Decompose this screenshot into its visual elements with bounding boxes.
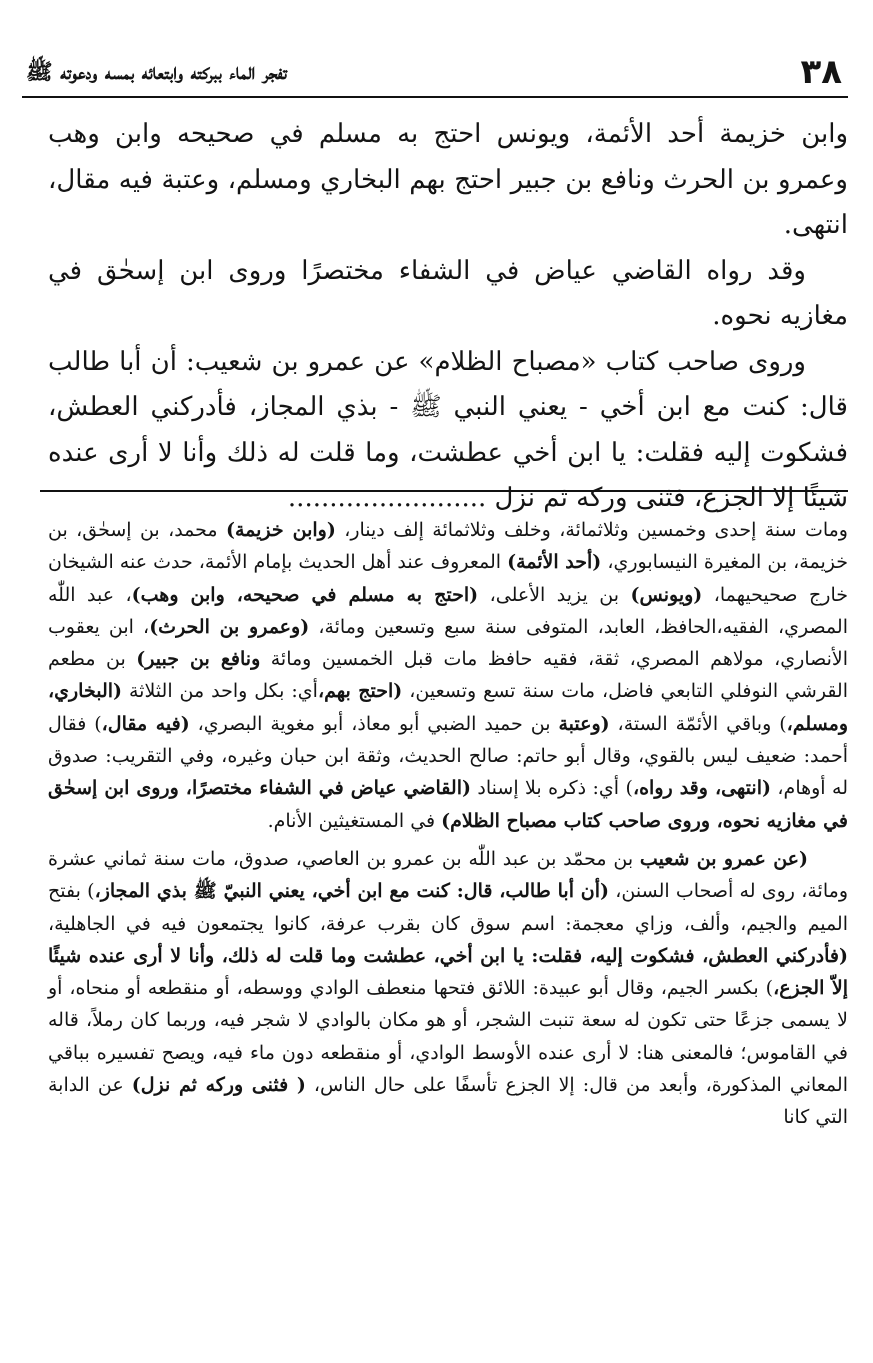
bold-quote: (البخاري، ومسلم، [48, 680, 849, 735]
commentary-text: ) وباقي الأئمّة الستة، [609, 712, 787, 735]
commentary-text: بن مطعم القرشي النوفلي التابعي فاضل، مات سنة تسع وتسعين، [48, 648, 848, 703]
footnote-divider [40, 490, 848, 492]
bold-quote: (القاضي عياض في الشفاء مختصرًا، وروى ابن إسحٰق في مغازيه نحوه، وروى صاحب كتاب مصباح الظلام) [48, 777, 848, 832]
commentary-paragraph-1 [48, 514, 848, 837]
bold-quote: (وابن خزيمة) [225, 519, 336, 541]
commentary-text: ، عبد اللّٰه المصري، الفقيه،الحافظ، العابد، المتوفى سنة سبع وتسعين ومائة، [48, 583, 848, 638]
main-paragraph-3 [48, 340, 848, 522]
commentary-text: بن محمّد بن عبد اللّٰه بن عمرو بن العاصي، صدوق، مات سنة ثماني عشرة ومائة، روى له أصحاب السنن، [48, 847, 848, 903]
main-paragraph-1: وابن خزيمة أحد الأئمة، ويونس احتج به مسلم في صحيحه وابن وهب وعمرو بن الحرث ونافع بن جبير احتج بهم البخاري ومسلم، وعتبة فيه مقال، انتهى. [48, 119, 848, 240]
bold-quote: (أحد الأئمة) [507, 551, 602, 574]
commentary-text: ) بفتح الميم والجيم، وألف، وزاي معجمة: اسم سوق كان بقرب عرفة، كانوا يجتمعون فيه في الجاهلية، [48, 880, 848, 935]
bold-quote: (عن عمرو بن شعيب [639, 847, 808, 870]
running-title: تفجر الماء ببركته وابتعائه بمسه ودعوته ﷺ [26, 59, 287, 85]
commentary-text: ومات سنة إحدى وخمسين وثلاثمائة، وخلف وثلاثمائة إلف دينار، [335, 519, 848, 541]
commentary-text: بن يزيد الأعلى، [478, 583, 631, 606]
commentary-text: أي: بكل واحد من الثلاثة [122, 680, 318, 703]
main-text [48, 112, 848, 522]
commentary-text: ) أي: ذكره بلا إسناد [470, 777, 633, 800]
bold-quote: (وعمرو بن الحرث) [149, 615, 310, 638]
commentary-text: في المستغيثين الأنام. [267, 809, 442, 832]
bold-quote: ( فثنى وركه ثم نزل) [131, 1074, 306, 1097]
page-header [22, 50, 848, 98]
main-paragraph-3-text: وروى صاحب كتاب «مصباح الظلام» عن عمرو بن شعيب: أن أبا طالب قال: كنت مع ابن أخي - يعني النبي ﷺ - بذي المجاز، فأدركني العطش، فشكوت إليه فقلت: يا ابن أخي عطشت، وما قلت له ذلك وأنا لا أرى عنده شيئًا إلا الجزع، فثنى وركه ثم نزل [48, 346, 848, 513]
commentary-text: بن حميد الضبي أبو معاذ، أبو مغوية البصري، [189, 712, 559, 735]
bold-quote: (فأدركني العطش، فشكوت إليه، فقلت: يا ابن أخي، عطشت وما قلت له ذلك، وأنا لا أرى عنده شيئًا إلاّ الجزع، [48, 944, 848, 1000]
commentary [48, 514, 848, 1134]
bold-quote: (احتج بهم، [317, 680, 403, 703]
main-paragraph-2: وقد رواه القاضي عياض في الشفاء مختصرًا وروى ابن إسحٰق في مغازيه نحوه. [48, 255, 848, 331]
continuation-dots: ........................ [287, 483, 487, 513]
commentary-text: ) بكسر الجيم، وقال أبو عبيدة: اللائق فتحها منعطف الوادي ووسطه، أو منقطعه أو منحاه، أو لا يسمى جزعًا حتى تكون له سعة تنبت الشجر، أو هو مكان بالوادي لا شجر فيه، وربما كان رملاً، قاله في القاموس؛ فالمعنى هنا: لا أرى عنده الأوسط الوادي، أو منقطعه دون ماء فيه، ويصح تفسيره بباقي المعاني المذكورة، وأبعد من قال: إلا الجزع تأسفًا على حال الناس، [48, 977, 848, 1097]
bold-quote: (أن أبا طالب، قال: كنت مع ابن أخي، يعني النبيّ ﷺ بذي المجاز، [94, 880, 610, 903]
commentary-text: محمد، بن إسحٰق، بن خزيمة، بن المغيرة النيسابوري، [48, 519, 848, 574]
bold-quote: ونافع بن جبير) [136, 648, 261, 671]
bold-quote: (فيه مقال، [101, 712, 190, 735]
commentary-text: المعروف عند أهل الحديث بإمام الأئمة، حدث عنه الشيخان خارج صحيحيهما، [48, 551, 848, 606]
page-number: ٣٨ [800, 52, 842, 92]
commentary-text: عن الدابة التي كانا [48, 1074, 848, 1129]
commentary-text: ) فقال أحمد: ضعيف ليس بالقوي، وقال أبو حاتم: صالح الحديث، وثقة ابن حبان وغيره، وفي التقريب: صدوق له أوهام، [48, 712, 848, 800]
bold-quote: (ويونس) [630, 583, 703, 606]
commentary-text: ، ابن يعقوب الأنصاري، مولاهم المصري، ثقة، فقيه حافظ مات قبل الخمسين ومائة [48, 615, 848, 671]
bold-quote: (احتج به مسلم في صحيحه، وابن وهب) [131, 583, 479, 606]
commentary-paragraph-2 [48, 843, 848, 1134]
bold-quote: (انتهى، وقد رواه، [632, 777, 771, 800]
bold-quote: (وعتبة [558, 712, 610, 735]
